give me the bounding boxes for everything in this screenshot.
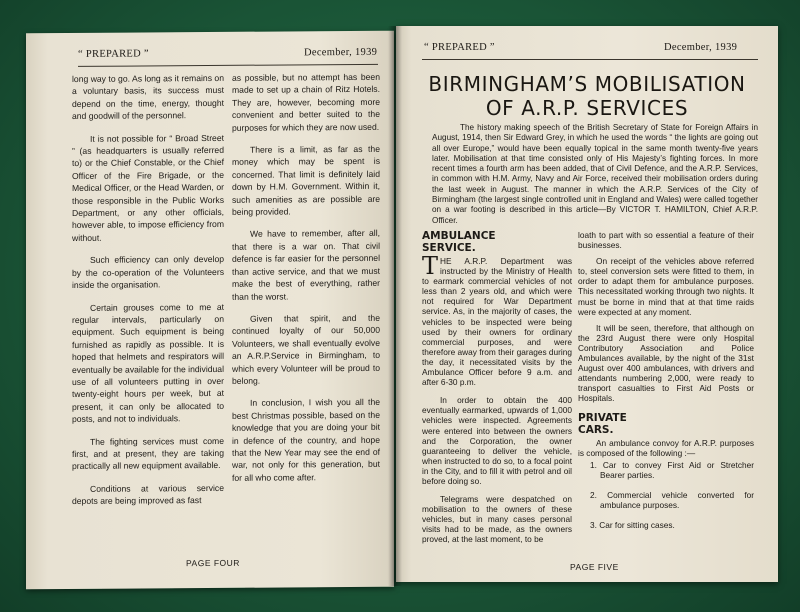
heading-line: AMBULANCE (422, 230, 496, 242)
paragraph: Certain grouses come to me at regular intervals, particularly on equipment. Such equipment is being furnished as rapidly as possible. It is hoped that helmets and respirators will eventually be available for the individual use of all volunteers putting in over twenty-eight hours per week, but at present, it can only be allocated to posts, and not to individuals. (72, 301, 224, 425)
paragraph: The fighting services must come first, and at present, they are taking practically all new equipment available. (72, 435, 224, 472)
heading-line: CARS. (578, 423, 614, 436)
paragraph: Telegrams were despatched on mobilisation to the owners of these vehicles, but in many cases personal visits had to be made, as the owners proved, at the last moment, to be (422, 494, 572, 545)
paragraph: We have to remember, after all, that there is a war on. That civil defence is far easier for the personnel than active service, and that we must make the best of everything, rather than the worst. (232, 228, 380, 302)
page-number: PAGE FIVE (570, 562, 619, 572)
paragraph (422, 252, 572, 388)
spine-shadow (388, 26, 402, 586)
paragraph: There is a limit, as far as the money which may be spent is concerned. That limit is definitely laid down by H.M. Government. Within it, such amenities as are possible are being provided. (232, 143, 380, 217)
heading-line: PRIVATE (578, 411, 627, 424)
page-header (396, 42, 778, 58)
paragraph: Such efficiency can only develop by the co-operation of the Volunteers inside the organisation. (72, 254, 224, 291)
section-heading-private-cars (578, 412, 754, 436)
page-number: PAGE FOUR (186, 557, 240, 569)
page-four (26, 31, 394, 590)
paragraph: On receipt of the vehicles above referred to, steel conversion sets were fitted to them, in order to adapt them for ambulance purposes. This necessitated working through two nights. It must be borne in mind that at that time raids were expected at any moment. (578, 256, 754, 317)
page-five (396, 26, 778, 582)
article-title-line-2: OF A.R.P. SERVICES (485, 96, 689, 120)
drop-cap: T (422, 252, 439, 280)
header-date: December, 1939 (304, 46, 378, 59)
header-prepared: “ PREPARED ” (424, 42, 495, 53)
paragraph: In order to obtain the 400 eventually earmarked, upwards of 1,000 vehicles were inspected. Agreements were entered into between the owners and the Corporation, the owner guaranteeing to deliver the vehicle, when instructed to do so, to a focal point in the City, and to fill it with petrol and oil before doing so. (422, 395, 572, 486)
paragraph: as possible, but no attempt has been made to set up a chain of Ritz Hotels. They are, however, becoming more convenient and better suited to the purposes for which they are now used. (232, 71, 380, 133)
booklet (26, 26, 778, 586)
paragraph: It is not possible for “ Broad Street ” (as headquarters is usually referred to) or the Chief Constable, or the Chief Officer of the Fire Brigade, or the Medical Officer, or the Head Warden, or those responsible in the Public Works Department, or any other officials, however able, to impose efficiency from without. (72, 132, 224, 243)
header-date: December, 1939 (664, 42, 738, 53)
paragraph: It will be seen, therefore, that although on the 23rd August there were only Hospital Contributory Association and Police Ambulances available, by the night of the 31st August over 400 ambulances, with drivers and attendants numbering 2,000, were ready to transport casualties to First Aid Posts or Hospitals. (578, 322, 754, 404)
list-item: 3. Car for sitting cases. (590, 520, 675, 531)
paragraph: In conclusion, I wish you all the best Christmas possible, based on the knowledge that you are doing your bit in defence of the country, and hope that the New Year may see the end of war, not only for this generation, but for all who come after. (232, 397, 380, 483)
section-heading-ambulance (422, 230, 572, 254)
column-2 (232, 71, 380, 494)
paragraph: Given that spirit, and the continued loyalty of our 50,000 Volunteers, we shall eventually evolve an A.R.P.Service in Birmingham, to which every Volunteer will be proud to belong. (232, 312, 380, 386)
paragraph: An ambulance convoy for A.R.P. purposes is composed of the following :— (578, 437, 754, 458)
list-item: 2. Commercial vehicle converted for ambulance purposes. (590, 489, 754, 510)
article-column-1 (422, 230, 572, 545)
list-item: 1. Car to convey First Aid or Stretcher Bearer parties. (590, 459, 754, 480)
paragraph-text: HE A.R.P. Department was instructed by the Ministry of Health to earmark commercial vehicles of not less than 2 years old, and which were not required for War Department service. As, in the majority of cases, the vehicles to be inspected were being used by their owners for ordinary commercial purposes, and were therefore away from their garages during the day, it necessitated visits by the Ambulance Officer before 9 a.m. and after 6-30 p.m. (422, 256, 572, 388)
paragraph: loath to part with so essential a feature of their businesses. (578, 230, 754, 251)
article-column-2 (578, 230, 754, 540)
article-title-line-1: BIRMINGHAM’S MOBILISATION (428, 72, 746, 96)
paragraph: Conditions at various service depots are being improved as fast (72, 482, 224, 507)
article-intro: The history making speech of the British Secretary of State for Foreign Affairs in August, 1914, then Sir Edward Grey, in which he used the words “ the lights are going out all over Europe,” would have been equally topical in the same month twenty-five years later. Mobilisation at that time consisted only of His Majesty’s fighting forces. In more recent times a fourth arm has been added, that of Civil Defence, and the A.R.P. Services, in common with H.M. Army, Navy and Air Force, received their mobilisation orders during the last week in August. The manner in which the A.R.P. Services of the City of Birmingham (the largest single controlled unit in England and Wales) were called together on a war footing is described in this article—By VICTOR T. HAMILTON, Chief A.R.P. Officer. (432, 123, 758, 225)
header-rule (422, 59, 758, 60)
column-1 (72, 72, 224, 518)
page-header (26, 47, 394, 66)
heading-line: SERVICE. (422, 242, 476, 254)
header-prepared: “ PREPARED ” (78, 48, 149, 60)
paragraph: long way to go. As long as it remains on a voluntary basis, its success must depend on the time, energy, thought and goodwill of the personnel. (72, 72, 224, 122)
